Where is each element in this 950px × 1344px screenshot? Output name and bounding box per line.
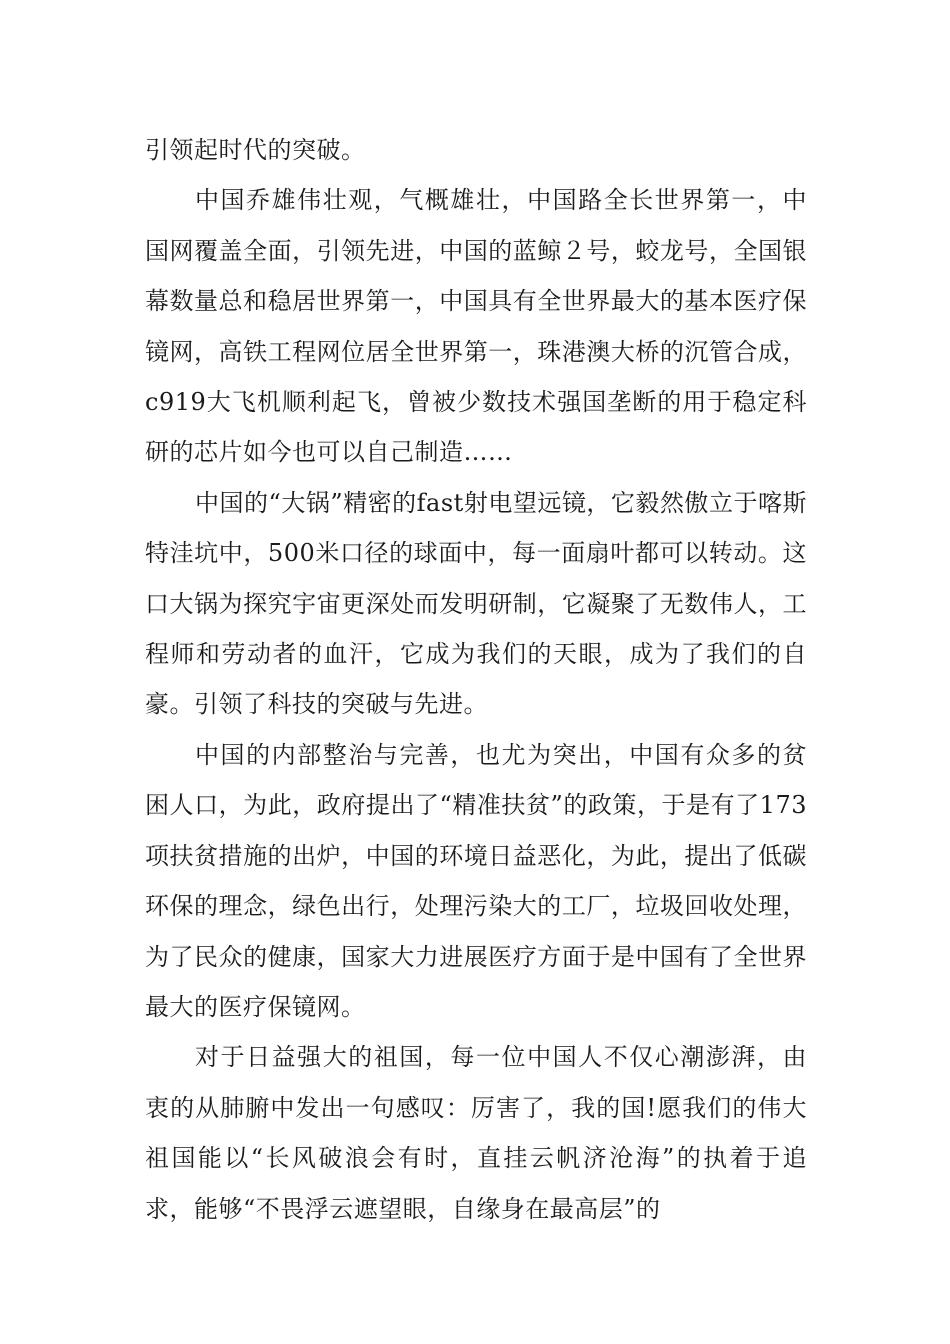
paragraph-domestic-governance: 中国的内部整治与完善，也尤为突出，中国有众多的贫困人口，为此，政府提出了“精准扶贫”的政策，于是有了173项扶贫措施的出炉，中国的环境日益恶化，为此，提出了低碳环保的理念，绿色出行，处理污染大的工厂，垃圾回收处理，为了民众的健康，国家大力进展医疗方面于是中国有了全世界最大的医疗保镜网。 [145,740,807,1021]
paragraph-continuation: 引领起时代的突破。 [145,136,366,164]
paragraph-fast-telescope: 中国的“大锅”精密的fast射电望远镜，它毅然傲立于喀斯特洼坑中，500米口径的球面中，每一面扇叶都可以转动。这口大锅为探究宇宙更深处而发明研制，它凝聚了无数伟人，工程师和劳动者的血汗，它成为我们的天眼，成为了我们的自豪。引领了科技的突破与先进。 [145,488,807,719]
paragraph-closing: 对于日益强大的祖国，每一位中国人不仅心潮澎湃，由衷的从肺腑中发出一句感叹：厉害了，我的国!愿我们的伟大祖国能以“长风破浪会有时，直挂云帆济沧海”的执着于追求，能够“不畏浮云遮望眼，自缘身在最高层”的 [145,1043,807,1223]
paragraph-china-achievements: 中国乔雄伟壮观，气概雄壮，中国路全长世界第一，中国网覆盖全面，引领先进，中国的蓝鲸２号，蛟龙号，全国银幕数量总和稳居世界第一，中国具有全世界最大的基本医疗保镜网，高铁工程网位居全世界第一，珠港澳大桥的沉管合成，c919大飞机顺利起飞，曾被少数技术强国垄断的用于稳定科研的芯片如今也可以自己制造…… [145,186,807,467]
document-body [145,125,807,1234]
